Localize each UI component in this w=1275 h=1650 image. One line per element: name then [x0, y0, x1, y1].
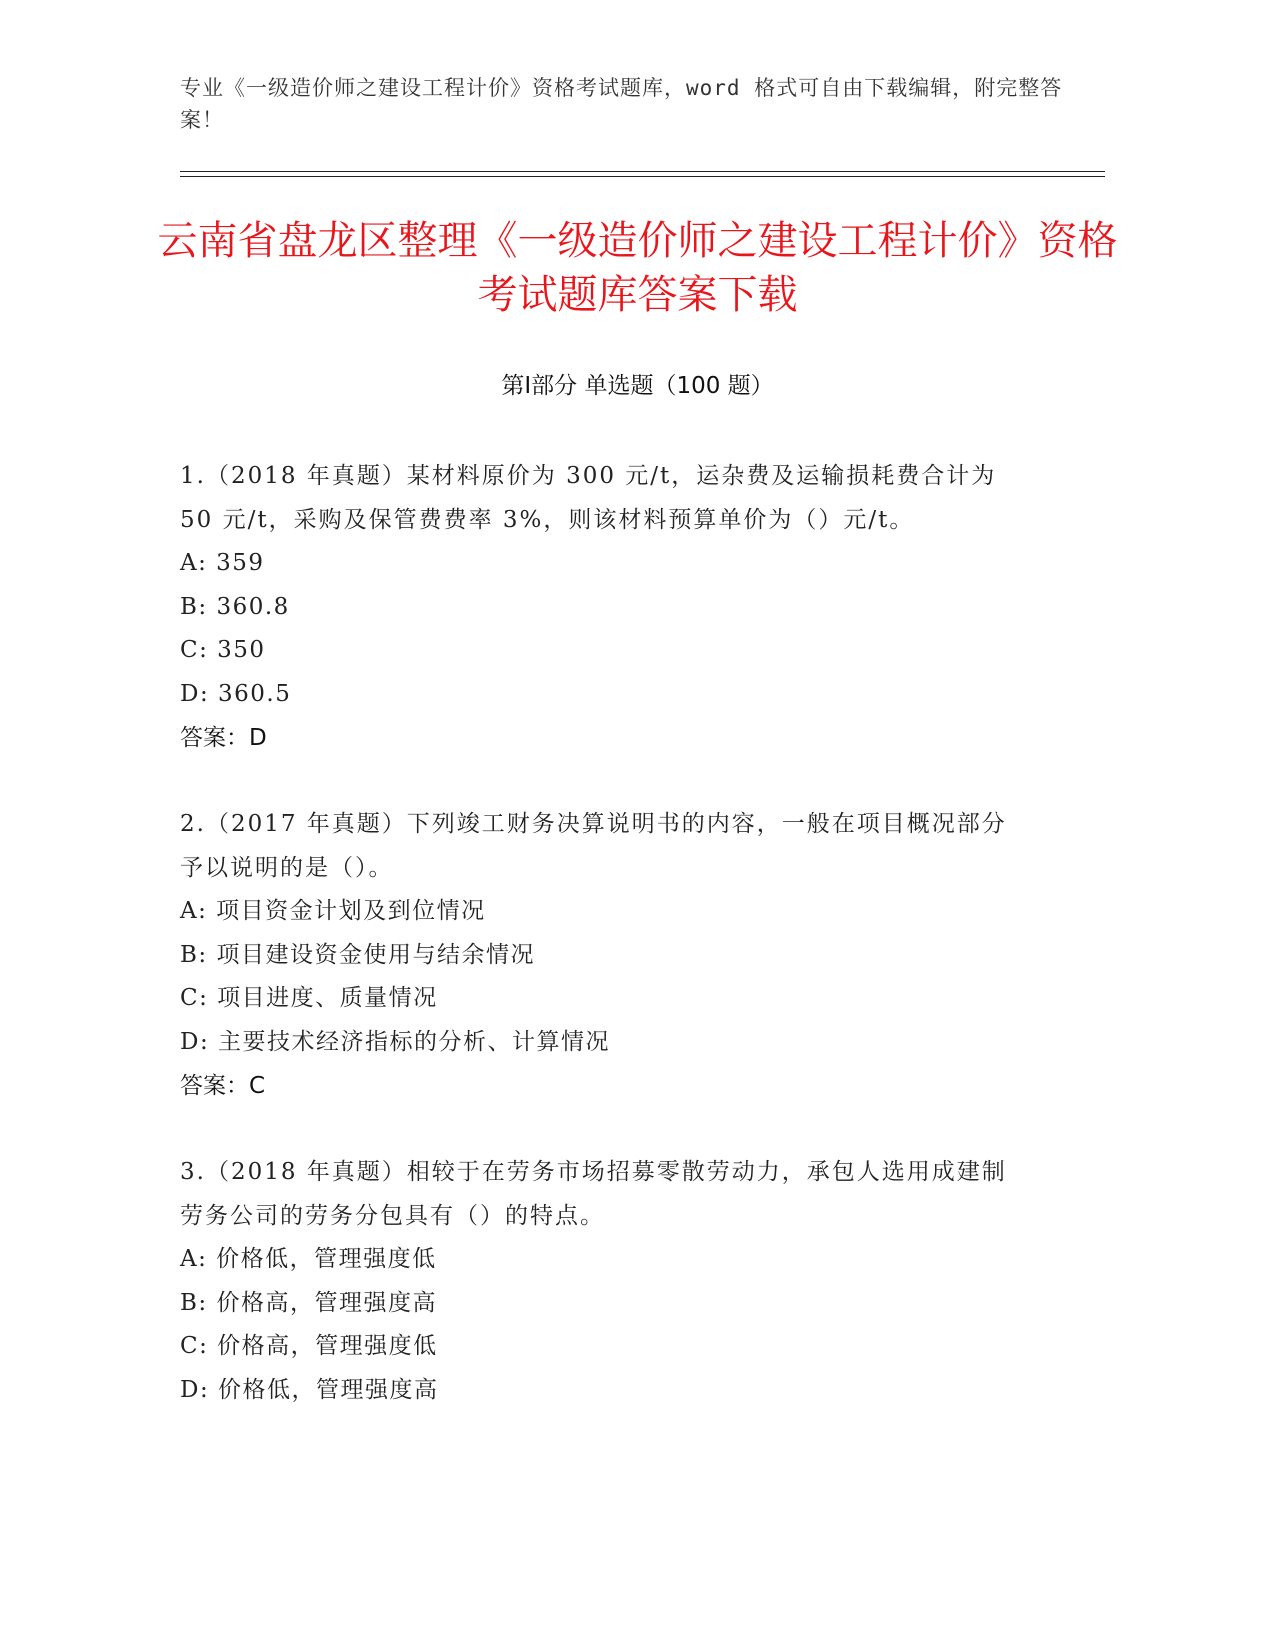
option-a: A: 359	[180, 550, 265, 576]
question-2	[180, 802, 1020, 1108]
option-b: B: 项目建设资金使用与结余情况	[180, 941, 535, 968]
question-3	[180, 1150, 1020, 1412]
option-d: D: 360.5	[180, 680, 292, 707]
option-b: B: 价格高，管理强度高	[180, 1289, 437, 1316]
answer-line: 答案：D	[180, 725, 267, 751]
option-d: D: 价格低，管理强度高	[180, 1376, 439, 1403]
option-a: A: 项目资金计划及到位情况	[180, 898, 486, 924]
header-divider-bottom	[180, 176, 1105, 177]
option-d: D: 主要技术经济指标的分析、计算情况	[180, 1028, 611, 1055]
option-c: C: 项目进度、质量情况	[180, 985, 438, 1011]
option-c: C: 价格高，管理强度低	[180, 1333, 438, 1359]
section-heading: 第Ⅰ部分 单选题（100 题）	[501, 373, 774, 399]
option-a: A: 价格低，管理强度低	[180, 1246, 437, 1272]
option-b: B: 360.8	[180, 593, 290, 620]
question-stem: 1.（2018 年真题）某材料原价为 300 元/t，运杂费及运输损耗费合计为 50 元/t，采购及保管费费率 3%，则该材料预算单价为（）元/t。	[180, 463, 997, 533]
answer-line: 答案：C	[180, 1073, 266, 1099]
document-title: 云南省盘龙区整理《一级造价师之建设工程计价》资格考试题库答案下载	[157, 218, 1118, 318]
question-stem: 3.（2018 年真题）相较于在劳务市场招募零散劳动力，承包人选用成建制劳务公司的劳务分包具有（）的特点。	[180, 1159, 1007, 1229]
header-divider-top	[180, 171, 1105, 172]
question-stem: 2.（2017 年真题）下列竣工财务决算说明书的内容，一般在项目概况部分予以说明的是（）。	[180, 811, 1007, 881]
question-list	[180, 454, 1020, 1454]
question-1	[180, 454, 1020, 760]
option-c: C: 350	[180, 637, 266, 663]
header-note: 专业《一级造价师之建设工程计价》资格考试题库，word 格式可自由下载编辑，附完整答案！	[180, 76, 1063, 132]
